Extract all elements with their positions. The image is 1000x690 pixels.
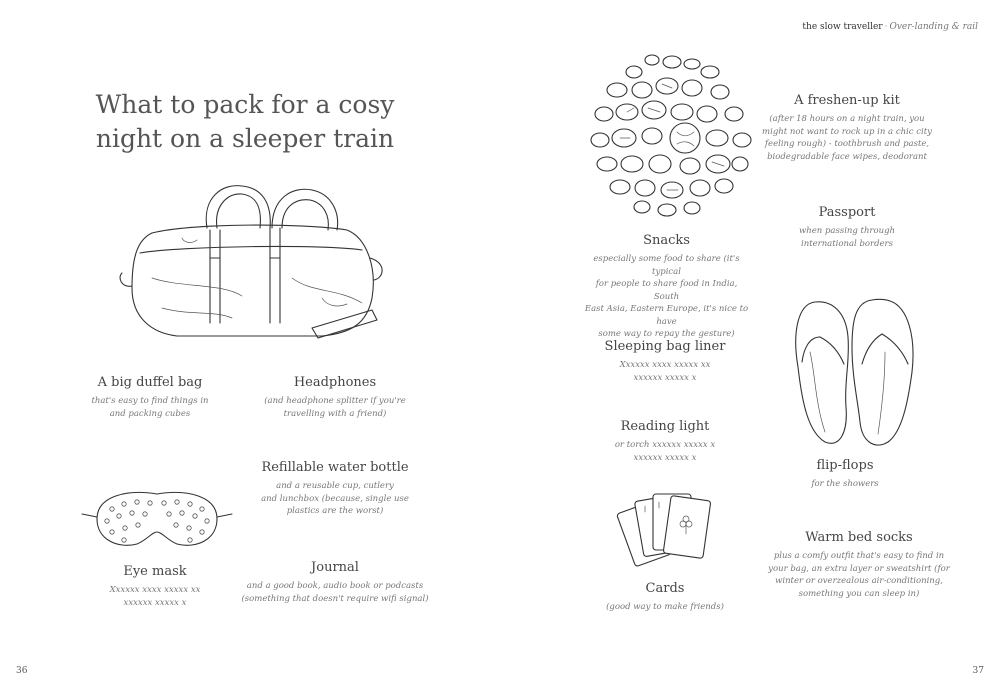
passport-heading: Passport [818, 205, 876, 220]
headphones-desc-line: travelling with a friend) [283, 408, 387, 419]
passport-desc-line: international borders [801, 238, 893, 249]
eye-mask-heading: Eye mask [123, 564, 187, 579]
snacks-desc-line: some way to repay the gesture) [598, 329, 735, 339]
reading-light-heading: Reading light [620, 419, 710, 434]
water-bottle-item [245, 459, 425, 518]
bed-socks-desc-line: something you can sleep in) [798, 588, 920, 599]
journal-desc-line: and a good book, audio book or podcasts [246, 581, 424, 591]
flip-flops-illustration [790, 292, 920, 452]
freshen-up-desc-line: feeling rough) - toothbrush and paste, [764, 139, 930, 149]
water-bottle-heading: Refillable water bottle [261, 460, 409, 475]
cards-desc [595, 601, 735, 614]
water-bottle-desc [245, 480, 425, 518]
headphones-item [245, 374, 425, 420]
freshen-up-desc-line: (after 18 hours on a night train, you [769, 114, 925, 124]
snacks-desc-line: especially some food to share (it's typical [593, 254, 740, 277]
playing-cards-illustration [615, 488, 725, 573]
cards-item [595, 580, 735, 614]
sleeping-bag-liner-item [590, 338, 740, 384]
headphones-desc-line: (and headphone splitter if you're [264, 396, 406, 406]
freshen-up-item [762, 92, 932, 163]
title-line-1: What to pack for a cosy [95, 90, 395, 119]
journal-item [232, 559, 438, 605]
page-title [80, 88, 410, 156]
sleeping-bag-liner-heading: Sleeping bag liner [604, 339, 726, 354]
section-title: Over-landing & rail [889, 22, 978, 32]
bed-socks-item [764, 529, 954, 600]
headphones-desc [245, 395, 425, 420]
flip-flops-heading: flip-flops [816, 458, 874, 473]
cards-heading: Cards [645, 581, 685, 596]
bed-socks-desc-line: plus a comfy outfit that's easy to find in [773, 551, 945, 561]
eye-mask-item [80, 563, 230, 609]
water-bottle-desc-line: and a reusable cup, cutlery [276, 481, 394, 491]
eye-mask-illustration [82, 484, 232, 559]
bed-socks-desc [764, 550, 954, 600]
reading-light-desc-line: or torch xxxxxx xxxxx x [614, 440, 716, 450]
freshen-up-desc [762, 113, 932, 163]
duffel-bag-heading: A big duffel bag [97, 375, 203, 390]
flip-flops-item [780, 457, 910, 491]
eye-mask-desc [80, 584, 230, 609]
sleeping-bag-liner-desc [590, 359, 740, 384]
eye-mask-desc-line: xxxxxx xxxxx x [123, 597, 187, 608]
book-title: the slow traveller [802, 22, 883, 32]
duffel-bag-illustration [122, 178, 392, 348]
freshen-up-desc-line: biodegradable face wipes, deodorant [767, 151, 927, 162]
title-line-2: night on a sleeper train [95, 124, 395, 153]
passport-desc [772, 225, 922, 250]
passport-item [772, 204, 922, 250]
eye-mask-desc-line: Xxxxxx xxxx xxxxx xx [109, 585, 201, 595]
passport-desc-line: when passing through [799, 226, 895, 236]
sleeping-bag-liner-desc-line: Xxxxxx xxxx xxxxx xx [619, 360, 711, 370]
cards-desc-line: (good way to make friends) [606, 602, 724, 612]
right-page-number: 37 [972, 666, 984, 676]
bed-socks-desc-line: winter or overzealous air-conditioning, [775, 576, 943, 586]
freshen-up-desc-line: might not want to rock up in a chic city [762, 126, 932, 137]
duffel-bag-desc-line: and packing cubes [109, 408, 191, 419]
snacks-desc-line: for people to share food in India, South [595, 279, 738, 302]
nuts-snacks-illustration [582, 42, 762, 217]
freshen-up-heading: A freshen-up kit [794, 93, 900, 108]
duffel-bag-item [75, 374, 225, 420]
water-bottle-desc-line: plastics are the worst) [286, 506, 384, 516]
snacks-item [584, 232, 749, 341]
left-page-number: 36 [16, 666, 28, 676]
bed-socks-desc-line: your bag, an extra layer or sweatshirt (for [768, 563, 950, 574]
headphones-heading: Headphones [293, 375, 377, 390]
sleeping-bag-liner-desc-line: xxxxxx xxxxx x [633, 372, 697, 383]
running-header [802, 22, 978, 32]
journal-desc-line: (something that doesn't require wifi signal) [241, 593, 429, 604]
reading-light-desc-line: xxxxxx xxxxx x [633, 452, 697, 463]
snacks-heading: Snacks [643, 233, 690, 248]
flip-flops-desc [780, 478, 910, 491]
bed-socks-heading: Warm bed socks [805, 530, 913, 545]
journal-heading: Journal [311, 560, 359, 575]
duffel-bag-desc-line: that's easy to find things in [91, 396, 209, 406]
duffel-bag-desc [75, 395, 225, 420]
journal-desc [232, 580, 438, 605]
reading-light-item [590, 418, 740, 464]
right-page [500, 0, 1000, 690]
header-separator: · [884, 22, 888, 32]
snacks-desc [584, 253, 749, 341]
flip-flops-desc-line: for the showers [811, 479, 879, 489]
water-bottle-desc-line: and lunchbox (because, single use [261, 493, 409, 504]
snacks-desc-line: East Asia, Eastern Europe, it's nice to have [584, 304, 749, 327]
reading-light-desc [590, 439, 740, 464]
